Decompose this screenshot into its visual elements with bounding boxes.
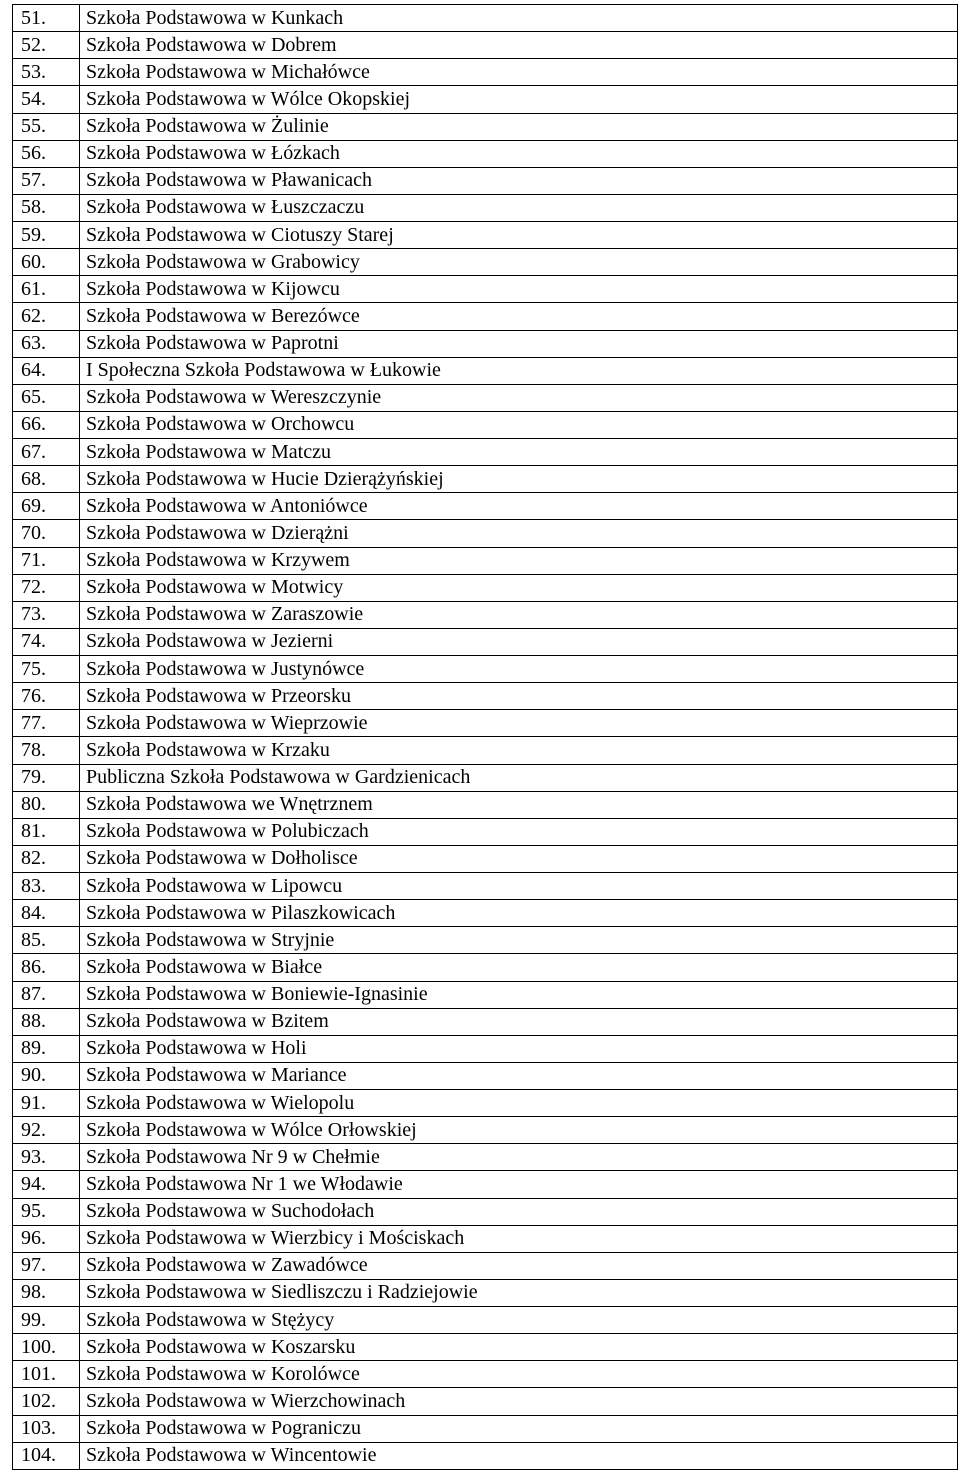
table-row	[13, 167, 958, 194]
school-name: Szkoła Podstawowa we Wnętrznem	[80, 791, 958, 818]
school-name: Szkoła Podstawowa w Wólce Okopskiej	[80, 86, 958, 113]
row-number: 89.	[13, 1035, 80, 1062]
table-row	[13, 59, 958, 86]
school-name: Szkoła Podstawowa Nr 9 w Chełmie	[80, 1144, 958, 1171]
row-number: 63.	[13, 330, 80, 357]
table-row	[13, 900, 958, 927]
table-row	[13, 954, 958, 981]
table-row	[13, 710, 958, 737]
table-row	[13, 764, 958, 791]
table-row	[13, 140, 958, 167]
school-name: Szkoła Podstawowa w Polubiczach	[80, 818, 958, 845]
row-number: 92.	[13, 1117, 80, 1144]
row-number: 73.	[13, 601, 80, 628]
table-row	[13, 1035, 958, 1062]
table-row	[13, 493, 958, 520]
table-row	[13, 927, 958, 954]
row-number: 56.	[13, 140, 80, 167]
school-name: Szkoła Podstawowa w Dzierążni	[80, 520, 958, 547]
row-number: 59.	[13, 222, 80, 249]
row-number: 54.	[13, 86, 80, 113]
row-number: 64.	[13, 357, 80, 384]
row-number: 99.	[13, 1307, 80, 1334]
row-number: 61.	[13, 276, 80, 303]
table-row	[13, 249, 958, 276]
school-name: Szkoła Podstawowa w Stężycy	[80, 1307, 958, 1334]
school-name: Szkoła Podstawowa w Wereszczynie	[80, 384, 958, 411]
row-number: 80.	[13, 791, 80, 818]
school-name: Szkoła Podstawowa w Wieprzowie	[80, 710, 958, 737]
table-row	[13, 1171, 958, 1198]
row-number: 79.	[13, 764, 80, 791]
school-name: Szkoła Podstawowa w Przeorsku	[80, 683, 958, 710]
row-number: 75.	[13, 656, 80, 683]
row-number: 97.	[13, 1252, 80, 1279]
table-row	[13, 1388, 958, 1415]
school-name: Szkoła Podstawowa Nr 1 we Włodawie	[80, 1171, 958, 1198]
table-row	[13, 547, 958, 574]
table-row	[13, 276, 958, 303]
school-name: Szkoła Podstawowa w Boniewie-Ignasinie	[80, 981, 958, 1008]
row-number: 68.	[13, 466, 80, 493]
row-number: 83.	[13, 873, 80, 900]
school-name: Szkoła Podstawowa w Krzywem	[80, 547, 958, 574]
row-number: 53.	[13, 59, 80, 86]
school-name: Szkoła Podstawowa w Dobrem	[80, 32, 958, 59]
table-row	[13, 1307, 958, 1334]
row-number: 86.	[13, 954, 80, 981]
row-number: 77.	[13, 710, 80, 737]
school-name: Szkoła Podstawowa w Grabowicy	[80, 249, 958, 276]
row-number: 87.	[13, 981, 80, 1008]
row-number: 94.	[13, 1171, 80, 1198]
school-name: Szkoła Podstawowa w Stryjnie	[80, 927, 958, 954]
table-row	[13, 411, 958, 438]
row-number: 93.	[13, 1144, 80, 1171]
row-number: 90.	[13, 1062, 80, 1089]
school-name: Szkoła Podstawowa w Ciotuszy Starej	[80, 222, 958, 249]
table-row	[13, 222, 958, 249]
table-row	[13, 1062, 958, 1089]
row-number: 96.	[13, 1225, 80, 1252]
table-row	[13, 737, 958, 764]
school-name: Szkoła Podstawowa w Żulinie	[80, 113, 958, 140]
school-name: Szkoła Podstawowa w Pograniczu	[80, 1415, 958, 1442]
table-row	[13, 1415, 958, 1442]
school-name: Szkoła Podstawowa w Wierzbicy i Mościskach	[80, 1225, 958, 1252]
school-list-body	[13, 5, 958, 1470]
school-name: Szkoła Podstawowa w Michałówce	[80, 59, 958, 86]
school-name: Szkoła Podstawowa w Wierzchowinach	[80, 1388, 958, 1415]
table-row	[13, 1198, 958, 1225]
school-name: Szkoła Podstawowa w Białce	[80, 954, 958, 981]
school-name: Szkoła Podstawowa w Matczu	[80, 439, 958, 466]
school-name: Szkoła Podstawowa w Łózkach	[80, 140, 958, 167]
row-number: 72.	[13, 574, 80, 601]
table-row	[13, 845, 958, 872]
table-row	[13, 1008, 958, 1035]
school-name: Szkoła Podstawowa w Koszarsku	[80, 1334, 958, 1361]
row-number: 55.	[13, 113, 80, 140]
table-row	[13, 574, 958, 601]
school-name: Szkoła Podstawowa w Wólce Orłowskiej	[80, 1117, 958, 1144]
table-row	[13, 1279, 958, 1306]
table-row	[13, 628, 958, 655]
row-number: 78.	[13, 737, 80, 764]
row-number: 71.	[13, 547, 80, 574]
table-row	[13, 1442, 958, 1469]
school-name: Szkoła Podstawowa w Paprotni	[80, 330, 958, 357]
row-number: 101.	[13, 1361, 80, 1388]
table-row	[13, 330, 958, 357]
row-number: 102.	[13, 1388, 80, 1415]
table-row	[13, 1117, 958, 1144]
school-name: Szkoła Podstawowa w Motwicy	[80, 574, 958, 601]
row-number: 82.	[13, 845, 80, 872]
table-row	[13, 194, 958, 221]
row-number: 85.	[13, 927, 80, 954]
school-name: Szkoła Podstawowa w Kijowcu	[80, 276, 958, 303]
row-number: 60.	[13, 249, 80, 276]
row-number: 74.	[13, 628, 80, 655]
row-number: 57.	[13, 167, 80, 194]
row-number: 103.	[13, 1415, 80, 1442]
table-row	[13, 1225, 958, 1252]
row-number: 95.	[13, 1198, 80, 1225]
table-row	[13, 818, 958, 845]
table-row	[13, 357, 958, 384]
row-number: 84.	[13, 900, 80, 927]
school-name: Szkoła Podstawowa w Antoniówce	[80, 493, 958, 520]
table-row	[13, 873, 958, 900]
row-number: 70.	[13, 520, 80, 547]
row-number: 52.	[13, 32, 80, 59]
school-name: Szkoła Podstawowa w Krzaku	[80, 737, 958, 764]
table-row	[13, 439, 958, 466]
row-number: 58.	[13, 194, 80, 221]
school-name: Szkoła Podstawowa w Zawadówce	[80, 1252, 958, 1279]
row-number: 67.	[13, 439, 80, 466]
table-row	[13, 981, 958, 1008]
table-row	[13, 520, 958, 547]
school-name: Szkoła Podstawowa w Łuszczaczu	[80, 194, 958, 221]
row-number: 76.	[13, 683, 80, 710]
school-name: Szkoła Podstawowa w Mariance	[80, 1062, 958, 1089]
school-name: Szkoła Podstawowa w Wincentowie	[80, 1442, 958, 1469]
school-name: Szkoła Podstawowa w Zaraszowie	[80, 601, 958, 628]
school-name: Szkoła Podstawowa w Suchodołach	[80, 1198, 958, 1225]
row-number: 91.	[13, 1090, 80, 1117]
table-row	[13, 1144, 958, 1171]
school-name: Szkoła Podstawowa w Pławanicach	[80, 167, 958, 194]
row-number: 66.	[13, 411, 80, 438]
table-row	[13, 1090, 958, 1117]
table-row	[13, 32, 958, 59]
school-name: I Społeczna Szkoła Podstawowa w Łukowie	[80, 357, 958, 384]
table-row	[13, 601, 958, 628]
row-number: 104.	[13, 1442, 80, 1469]
row-number: 81.	[13, 818, 80, 845]
school-name: Szkoła Podstawowa w Holi	[80, 1035, 958, 1062]
row-number: 98.	[13, 1279, 80, 1306]
school-name: Szkoła Podstawowa w Orchowcu	[80, 411, 958, 438]
school-name: Szkoła Podstawowa w Dołholisce	[80, 845, 958, 872]
table-row	[13, 1252, 958, 1279]
row-number: 51.	[13, 5, 80, 32]
row-number: 69.	[13, 493, 80, 520]
row-number: 88.	[13, 1008, 80, 1035]
school-name: Szkoła Podstawowa w Berezówce	[80, 303, 958, 330]
table-row	[13, 791, 958, 818]
school-name: Szkoła Podstawowa w Justynówce	[80, 656, 958, 683]
table-row	[13, 384, 958, 411]
row-number: 65.	[13, 384, 80, 411]
table-row	[13, 683, 958, 710]
row-number: 100.	[13, 1334, 80, 1361]
school-name: Szkoła Podstawowa w Siedliszczu i Radziejowie	[80, 1279, 958, 1306]
school-name: Szkoła Podstawowa w Korolówce	[80, 1361, 958, 1388]
table-row	[13, 113, 958, 140]
school-name: Publiczna Szkoła Podstawowa w Gardzienicach	[80, 764, 958, 791]
school-name: Szkoła Podstawowa w Pilaszkowicach	[80, 900, 958, 927]
school-name: Szkoła Podstawowa w Jezierni	[80, 628, 958, 655]
table-row	[13, 656, 958, 683]
table-row	[13, 5, 958, 32]
school-name: Szkoła Podstawowa w Wielopolu	[80, 1090, 958, 1117]
table-row	[13, 86, 958, 113]
school-name: Szkoła Podstawowa w Kunkach	[80, 5, 958, 32]
school-name: Szkoła Podstawowa w Hucie Dzierążyńskiej	[80, 466, 958, 493]
school-name: Szkoła Podstawowa w Bzitem	[80, 1008, 958, 1035]
school-name: Szkoła Podstawowa w Lipowcu	[80, 873, 958, 900]
table-row	[13, 466, 958, 493]
table-row	[13, 1361, 958, 1388]
row-number: 62.	[13, 303, 80, 330]
school-list-table	[12, 4, 958, 1470]
table-row	[13, 303, 958, 330]
table-row	[13, 1334, 958, 1361]
